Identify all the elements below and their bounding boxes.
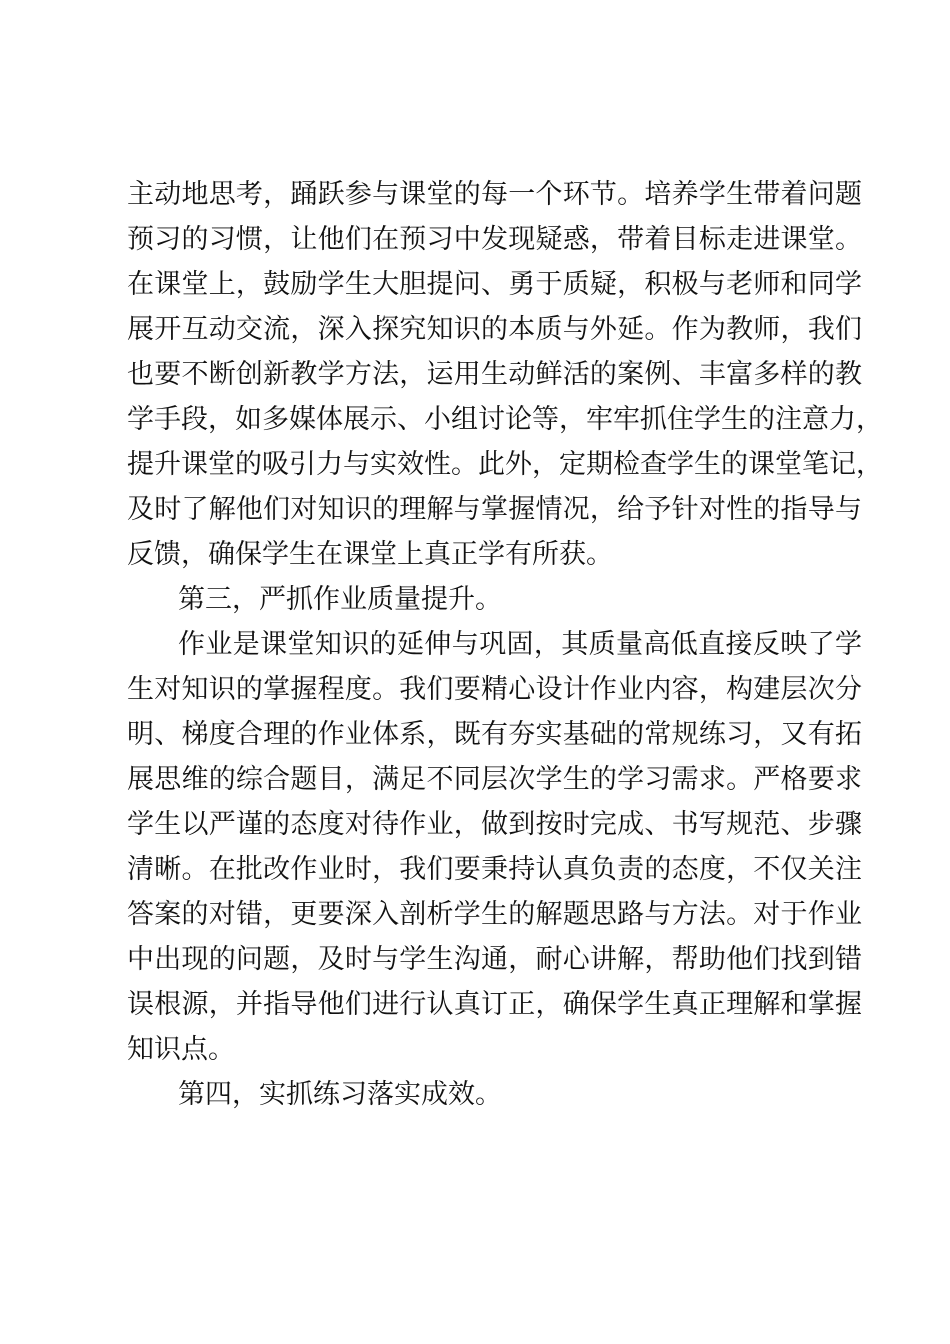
text-line: 明、梯度合理的作业体系，既有夯实基础的常规练习，又有拓 (127, 719, 862, 750)
paragraph-homework-quality (127, 622, 862, 1072)
text-line: 清晰。在批改作业时，我们要秉持认真负责的态度，不仅关注 (127, 854, 862, 885)
section-heading-homework (127, 577, 862, 622)
heading-line: 第三，严抓作业质量提升。 (178, 584, 502, 615)
document-page (127, 172, 883, 1117)
text-line: 预习的习惯，让他们在预习中发现疑惑，带着目标走进课堂。 (127, 224, 862, 255)
text-line: 展思维的综合题目，满足不同层次学生的学习需求。严格要求 (127, 764, 862, 795)
text-line: 学手段，如多媒体展示、小组讨论等，牢牢抓住学生的注意力， (127, 404, 883, 435)
heading-line: 第四，实抓练习落实成效。 (178, 1079, 502, 1110)
text-line: 主动地思考，踊跃参与课堂的每一个环节。培养学生带着问题 (127, 179, 862, 210)
text-line: 生对知识的掌握程度。我们要精心设计作业内容，构建层次分 (127, 674, 862, 705)
text-line: 在课堂上，鼓励学生大胆提问、勇于质疑，积极与老师和同学 (127, 269, 862, 300)
text-line: 作业是课堂知识的延伸与巩固，其质量高低直接反映了学 (178, 629, 862, 660)
text-line: 及时了解他们对知识的理解与掌握情况，给予针对性的指导与 (127, 494, 862, 525)
text-line: 展开互动交流，深入探究知识的本质与外延。作为教师，我们 (127, 314, 862, 345)
text-line: 反馈，确保学生在课堂上真正学有所获。 (127, 539, 613, 570)
text-line: 学生以严谨的态度对待作业，做到按时完成、书写规范、步骤 (127, 809, 862, 840)
text-line: 误根源，并指导他们进行认真订正，确保学生真正理解和掌握 (127, 989, 862, 1020)
text-line: 也要不断创新教学方法，运用生动鲜活的案例、丰富多样的教 (127, 359, 862, 390)
text-line: 知识点。 (127, 1034, 235, 1065)
text-line: 中出现的问题，及时与学生沟通，耐心讲解，帮助他们找到错 (127, 944, 862, 975)
section-heading-practice (127, 1072, 862, 1117)
text-line: 提升课堂的吸引力与实效性。此外，定期检查学生的课堂笔记， (127, 449, 883, 480)
text-line: 答案的对错，更要深入剖析学生的解题思路与方法。对于作业 (127, 899, 862, 930)
paragraph-classroom-engagement (127, 172, 883, 577)
